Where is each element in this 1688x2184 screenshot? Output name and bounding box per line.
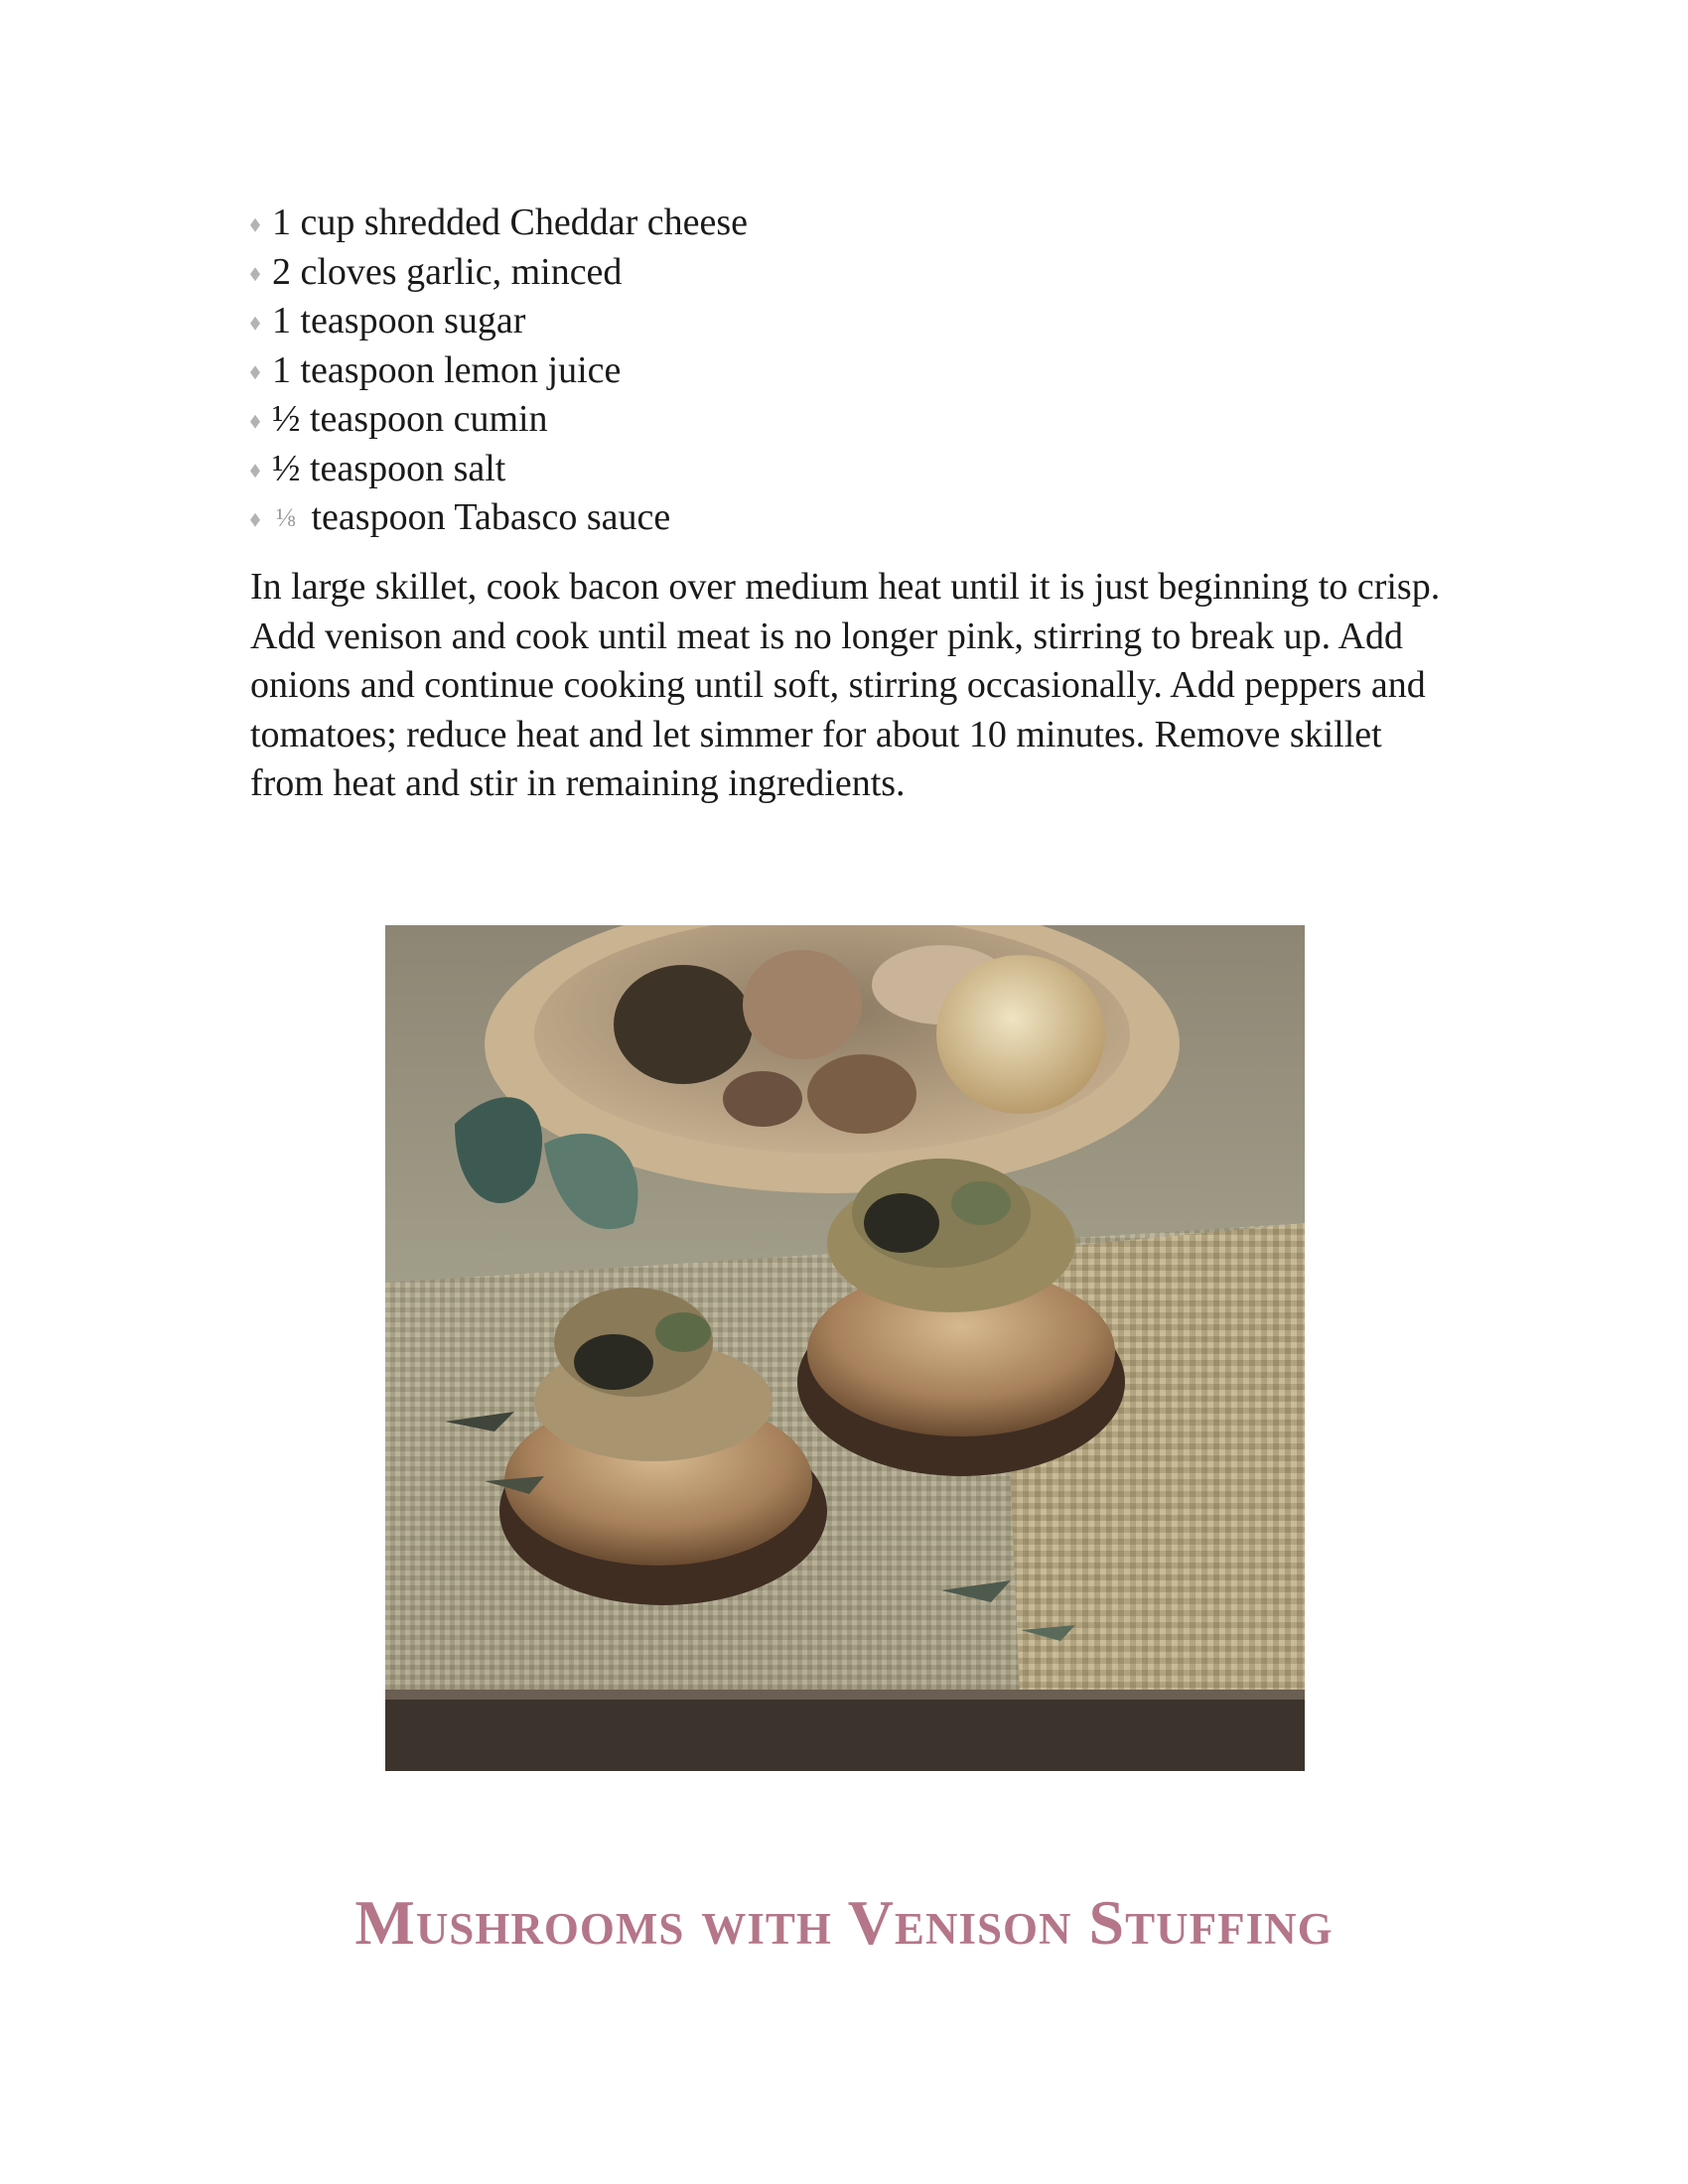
diamond-bullet-icon [250, 267, 260, 281]
ingredient-item [250, 493, 1442, 543]
ingredient-item [250, 297, 1442, 346]
ingredient-text: 2 cloves garlic, minced [272, 250, 623, 293]
ingredient-text: ½ teaspoon cumin [272, 398, 548, 440]
diamond-bullet-icon [250, 415, 260, 429]
recipe-instructions: In large skillet, cook bacon over medium heat until it is just beginning to crisp. Add venison and cook until meat is no longer pink, stirring to break up. Add onions and continue cooking until soft, stirring occasionally. Add peppers and tomatoes; reduce heat and let simmer for about 10 minutes. Remove skillet from heat and stir in remaining ingredients. [250, 566, 1441, 804]
ingredient-text: teaspoon Tabasco sauce [311, 496, 671, 538]
diamond-bullet-icon [250, 218, 260, 232]
recipe-title: Mushrooms with Venison Stuffing [354, 1887, 1334, 1958]
ingredient-fraction: ⅛ [276, 503, 296, 532]
ingredient-item [250, 346, 1442, 396]
ingredient-text: ½ teaspoon salt [272, 447, 506, 489]
diamond-bullet-icon [250, 317, 260, 331]
ingredient-text: 1 teaspoon sugar [272, 300, 526, 341]
ingredient-text: 1 cup shredded Cheddar cheese [272, 202, 749, 243]
diamond-bullet-icon [250, 365, 260, 379]
ingredient-text: 1 teaspoon lemon juice [272, 348, 622, 391]
ingredient-item [250, 445, 1442, 494]
stuffed-mushrooms-photo [385, 925, 1305, 1771]
ingredient-item [250, 248, 1442, 298]
ingredient-list [250, 199, 1442, 543]
ingredient-item [250, 199, 1442, 248]
diamond-bullet-icon [250, 464, 260, 478]
diamond-bullet-icon [250, 513, 260, 527]
ingredient-item [250, 395, 1442, 445]
